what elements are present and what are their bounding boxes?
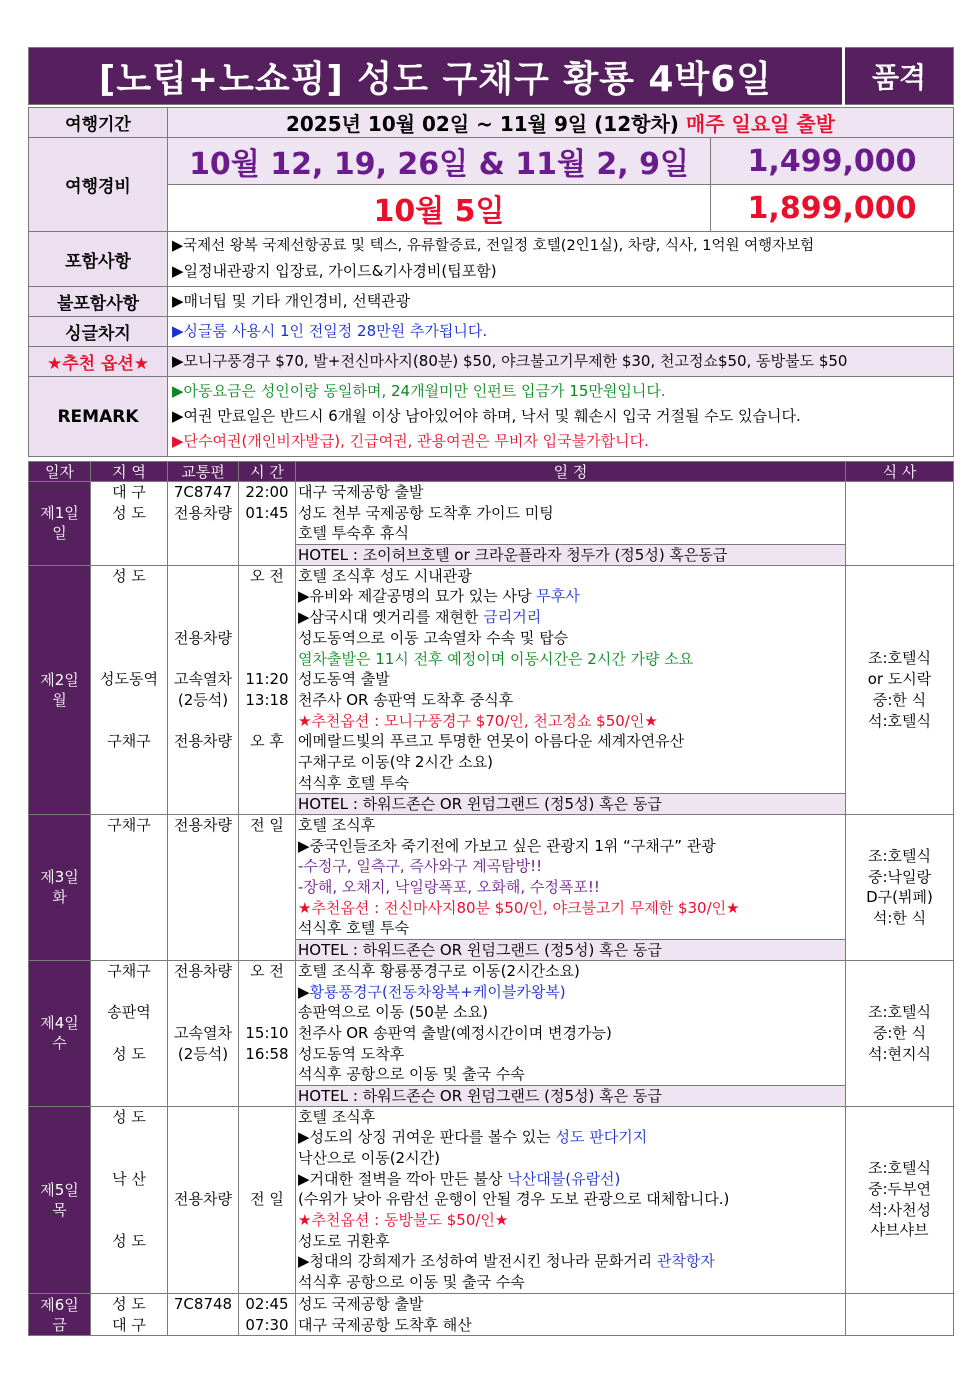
time-text: 02:45 — [245, 1294, 289, 1313]
region-text: 구채구 — [107, 961, 151, 980]
region-text: 성 도 — [112, 1107, 146, 1126]
hotel-line: HOTEL : 하워드존슨 OR 윈덤그랜드 (정5성) 혹은 동급 — [296, 1085, 845, 1106]
itinerary-text: 석식후 공항으로 이동 및 출국 수속 — [298, 1065, 525, 1084]
time-cell — [239, 1293, 296, 1335]
day-label-text: 제3일 — [40, 868, 79, 887]
day-label — [29, 960, 91, 1106]
region-cell — [91, 960, 168, 1106]
time-text — [239, 982, 295, 1003]
transport-text — [168, 649, 238, 670]
day-label-text: 목 — [52, 1200, 67, 1219]
itinerary-text: ★추천옵션 : 모니구풍경구 $70/인, 천고정쇼 $50/인★ — [298, 711, 658, 730]
transport-cell — [168, 1293, 239, 1335]
meal-text: 조:호텔식 — [867, 1159, 931, 1178]
include-text — [168, 232, 954, 287]
itinerary-text: ★추천옵션 : 전신마사지80분 $50/인, 야크불고기 무제한 $30/인★ — [298, 898, 740, 917]
itinerary-line — [298, 1107, 845, 1128]
day-label-text: 금 — [52, 1315, 67, 1334]
time-text: 전 일 — [250, 816, 284, 834]
transport-text — [168, 607, 238, 628]
time-cell — [239, 1106, 296, 1293]
itinerary-cell — [296, 482, 846, 566]
header-transport: 교통편 — [168, 462, 239, 482]
itinerary-text: 성도동역 도착후 — [298, 1044, 405, 1063]
itinerary-cell — [296, 565, 846, 814]
day-row — [29, 960, 954, 1106]
meal-cell — [846, 1106, 954, 1293]
itinerary-line — [298, 482, 845, 503]
region-text: 대 구 — [112, 1315, 146, 1334]
schedule-table — [28, 461, 954, 1336]
transport-text: 전용차량 — [174, 732, 232, 751]
day-label — [29, 565, 91, 814]
region-text: 구채구 — [107, 732, 151, 751]
include-line-1: ▶국제선 왕복 국제선항공료 및 텍스, 유류할증료, 전일정 호텔(2인1실), 차량, 식사, 1억원 여행자보험 — [172, 238, 815, 254]
itinerary-line — [298, 607, 845, 628]
meal-cell — [846, 815, 954, 961]
cost-price-1: 1,499,000 — [711, 138, 954, 185]
itinerary-line — [298, 711, 845, 732]
transport-text: 전용차량 — [174, 1190, 232, 1209]
day-label-text: 제4일 — [40, 1014, 79, 1033]
region-text: 성 도 — [112, 566, 146, 585]
itinerary-line — [298, 523, 845, 544]
itinerary-text: 호텔 조식후 — [298, 1107, 376, 1126]
itinerary-text: 석식후 호텔 투숙 — [298, 919, 409, 938]
region-cell — [91, 1293, 168, 1335]
time-text: 오 전 — [250, 961, 284, 980]
region-text — [91, 649, 167, 670]
transport-text: 전용차량 — [174, 503, 232, 522]
time-text — [239, 628, 295, 649]
region-text: 성도동역 — [100, 670, 158, 689]
region-cell — [91, 1106, 168, 1293]
region-text — [91, 711, 167, 732]
itinerary-line — [298, 961, 845, 982]
header-time: 시 간 — [239, 462, 296, 482]
title-bar — [28, 47, 954, 105]
region-text: 성 도 — [112, 1231, 146, 1250]
itinerary-text: -수정구, 일측구, 즉사와구 계곡탐방!! — [298, 857, 543, 876]
hotel-line: HOTEL : 하워드존슨 OR 윈덤그랜드 (정5성) 혹은 동급 — [296, 939, 845, 960]
time-cell — [239, 815, 296, 961]
itinerary-line — [298, 856, 845, 877]
day-label-text: 제6일 — [40, 1295, 79, 1314]
exclude-text: ▶매너팁 및 기타 개인경비, 선택관광 — [168, 287, 954, 317]
meal-text: 석:사천성 — [867, 1200, 931, 1219]
region-text: 성 도 — [112, 503, 146, 522]
itinerary-text: 열차출발은 11시 전후 예정이며 이동시간은 2시간 가량 소요 — [298, 649, 694, 668]
transport-text: 고속열차 — [174, 670, 232, 689]
day-label-text: 화 — [52, 888, 67, 907]
itinerary-text: 대구 국제공항 도착후 해산 — [298, 1315, 472, 1334]
itinerary-line — [298, 898, 845, 919]
itinerary-line — [298, 1251, 845, 1272]
region-cell — [91, 482, 168, 566]
itinerary-text: 대구 국제공항 출발 — [298, 483, 424, 501]
transport-cell — [168, 815, 239, 961]
itinerary-line — [298, 773, 845, 794]
transport-text — [168, 711, 238, 732]
day-label-text: 제2일 — [40, 670, 79, 689]
meal-text: D구(뷔페) — [866, 888, 933, 907]
time-text — [239, 1148, 295, 1169]
itinerary-text: 천주사 OR 송판역 도착후 중식후 — [298, 690, 514, 709]
itinerary-line — [298, 586, 845, 607]
exclude-label: 불포함사항 — [29, 287, 168, 317]
meal-text: or 도시락 — [867, 670, 932, 689]
period-cell — [168, 108, 954, 138]
meal-text: 조:호텔식 — [867, 1003, 931, 1022]
cost-dates-1: 10월 12, 19, 26일 & 11월 2, 9일 — [168, 138, 711, 185]
transport-text — [168, 982, 238, 1003]
itinerary-text: 호텔 투숙후 휴식 — [298, 524, 409, 543]
itinerary-text: 낙산으로 이동(2시간) — [298, 1149, 440, 1167]
itinerary-line — [298, 752, 845, 773]
itinerary-line — [298, 690, 845, 711]
itinerary-text: ★추천옵션 : 동방불도 $50/인★ — [298, 1211, 509, 1230]
transport-cell — [168, 1106, 239, 1293]
itinerary-line — [298, 1044, 845, 1065]
transport-text — [168, 586, 238, 607]
itinerary-text: (수위가 낮아 유람선 운행이 안될 경우 도보 관광으로 대체합니다.) — [298, 1190, 730, 1209]
region-text: 낙 산 — [112, 1169, 146, 1188]
itinerary-line — [298, 1002, 845, 1023]
itinerary-line — [298, 1272, 845, 1293]
itinerary-highlight: 성도 판다기지 — [555, 1128, 648, 1147]
meal-text: 샤브샤브 — [870, 1221, 929, 1240]
transport-text — [168, 1002, 238, 1023]
include-line-2: ▶일정내관광지 입장료, 가이드&기사경비(팁포함) — [172, 262, 497, 280]
region-text — [91, 982, 167, 1003]
itinerary-text: 호텔 조식후 황룡풍경구로 이동(2시간소요) — [298, 961, 580, 980]
remark-line-1: ▶아동요금은 성인이랑 동일하며, 24개월미만 인펀트 입금가 15만원입니다. — [172, 382, 666, 400]
region-text — [91, 1210, 167, 1231]
meal-text: 조:호텔식 — [867, 649, 931, 668]
day-row — [29, 565, 954, 814]
region-cell — [91, 565, 168, 814]
region-text: 성 도 — [112, 1294, 146, 1313]
header-region: 지 역 — [91, 462, 168, 482]
itinerary-line — [298, 815, 845, 836]
region-text: 대 구 — [112, 483, 146, 501]
day-row — [29, 1293, 954, 1335]
itinerary-cell — [296, 1293, 846, 1335]
itinerary-text: 석식후 호텔 투숙 — [298, 773, 409, 792]
itinerary-line — [298, 836, 845, 857]
itinerary-text: 석식후 공항으로 이동 및 출국 수속 — [298, 1273, 525, 1292]
time-text: 11:20 — [245, 670, 289, 689]
day-row — [29, 815, 954, 961]
itinerary-line — [298, 1148, 845, 1169]
hotel-line: HOTEL : 조이허브호텔 or 크라운플라자 청두가 (정5성) 혹은동급 — [296, 544, 845, 565]
region-text — [91, 690, 167, 711]
meal-text: 석:현지식 — [867, 1044, 931, 1063]
meal-text: 중:두부연 — [867, 1180, 931, 1199]
hotel-line: HOTEL : 하워드존슨 OR 윈덤그랜드 (정5성) 혹은 동급 — [296, 793, 845, 814]
itinerary-line — [298, 982, 845, 1003]
brochure — [28, 47, 953, 1336]
transport-text: (2등석) — [177, 1044, 229, 1063]
time-text — [239, 586, 295, 607]
itinerary-cell — [296, 1106, 846, 1293]
day-label — [29, 815, 91, 961]
itinerary-highlight: 금리거리 — [483, 608, 542, 627]
transport-text: 전용차량 — [174, 816, 232, 834]
day-label-text: 제5일 — [40, 1180, 79, 1199]
time-text — [239, 649, 295, 670]
itinerary-line — [298, 1169, 845, 1190]
itinerary-text: ▶성도의 상징 귀여운 판다를 볼수 있는 — [298, 1128, 556, 1147]
transport-text — [168, 1107, 238, 1128]
meal-text: 중:한 식 — [872, 1023, 927, 1042]
region-text — [91, 1023, 167, 1044]
remark-line-2: ▶여권 만료일은 반드시 6개월 이상 남아있어야 하며, 낙서 및 훼손시 입국 거절될 수도 있습니다. — [172, 407, 801, 425]
transport-text — [168, 1169, 238, 1190]
meal-cell — [846, 1293, 954, 1335]
transport-cell — [168, 960, 239, 1106]
meal-text: 석:한 식 — [872, 909, 927, 928]
region-text: 구채구 — [107, 816, 151, 834]
include-label: 포함사항 — [29, 232, 168, 287]
time-text — [239, 1002, 295, 1023]
itinerary-text: -장해, 오채지, 낙일랑폭포, 오화해, 수정폭포!! — [298, 878, 600, 897]
region-text — [91, 1148, 167, 1169]
transport-text: 고속열차 — [174, 1023, 232, 1042]
transport-text: 7C8747 — [173, 483, 233, 501]
header-day: 일자 — [29, 462, 91, 482]
meal-text: 조:호텔식 — [867, 847, 931, 865]
transport-text: (2등석) — [177, 690, 229, 709]
itinerary-text: 천주사 OR 송판역 출발(예정시간이며 변경가능) — [298, 1023, 612, 1042]
itinerary-highlight: 낙산대불(유람선) — [507, 1169, 621, 1188]
schedule-header — [29, 462, 954, 482]
itinerary-text: ▶거대한 절벽을 깍아 만든 불상 — [298, 1169, 508, 1188]
day-row — [29, 482, 954, 566]
time-text — [239, 1107, 295, 1128]
time-text: 16:58 — [245, 1044, 289, 1063]
region-text: 송판역 — [107, 1003, 151, 1022]
itinerary-text: 호텔 조식후 — [298, 816, 376, 834]
itinerary-text: 성도 천부 국제공항 도착후 가이드 미팅 — [298, 503, 554, 522]
info-table — [28, 107, 954, 457]
itinerary-cell — [296, 815, 846, 961]
itinerary-text: 성도동역으로 이동 고속열차 수속 및 탑승 — [298, 628, 569, 647]
cost-label: 여행경비 — [29, 138, 168, 232]
time-text: 전 일 — [250, 1190, 284, 1209]
period-label: 여행기간 — [29, 108, 168, 138]
itinerary-text: 송판역으로 이동 (50분 소요) — [298, 1003, 488, 1022]
transport-cell — [168, 565, 239, 814]
header-itinerary: 일 정 — [296, 462, 846, 482]
transport-text: 7C8748 — [173, 1294, 233, 1313]
time-text: 22:00 — [245, 483, 289, 501]
time-cell — [239, 482, 296, 566]
itinerary-line — [298, 649, 845, 670]
remark-label: REMARK — [29, 377, 168, 457]
transport-cell — [168, 482, 239, 566]
itinerary-text: 구채구로 이동(약 2시간 소요) — [298, 752, 493, 771]
itinerary-line — [298, 1210, 845, 1231]
itinerary-text: ▶ — [298, 982, 310, 1001]
cost-price-2: 1,899,000 — [711, 185, 954, 232]
region-text — [91, 607, 167, 628]
transport-text — [168, 1315, 238, 1336]
cost-dates-2: 10월 5일 — [168, 185, 711, 232]
header-meal: 식 사 — [846, 462, 954, 482]
page-title: [노팁+노쇼핑] 성도 구채구 황룡 4박6일 — [29, 48, 844, 105]
itinerary-text: 성도로 귀환후 — [298, 1231, 390, 1250]
region-text: 성 도 — [112, 1044, 146, 1063]
time-text: 01:45 — [245, 503, 289, 522]
day-label — [29, 1106, 91, 1293]
itinerary-text: ▶중국인들조차 죽기전에 가보고 싶은 관광지 1위 “구채구” 관광 — [298, 836, 716, 855]
itinerary-line — [298, 1127, 845, 1148]
day-label — [29, 482, 91, 566]
itinerary-highlight: 무후사 — [536, 587, 580, 606]
time-text — [239, 607, 295, 628]
itinerary-text: 성도 국제공항 출발 — [298, 1294, 424, 1313]
itinerary-line — [298, 669, 845, 690]
itinerary-line — [298, 566, 845, 587]
itinerary-text: 성도동역 출발 — [298, 670, 390, 689]
itinerary-line — [298, 731, 845, 752]
itinerary-line — [298, 628, 845, 649]
itinerary-line — [298, 1023, 845, 1044]
itinerary-line — [298, 1231, 845, 1252]
meal-text: 석:호텔식 — [867, 711, 931, 730]
itinerary-line — [298, 1315, 845, 1336]
region-text — [91, 586, 167, 607]
time-cell — [239, 960, 296, 1106]
meal-cell — [846, 482, 954, 566]
day-label-text: 월 — [52, 690, 67, 709]
region-text — [91, 1127, 167, 1148]
itinerary-text: ▶청대의 강희제가 조성하여 발전시킨 청나라 문화거리 — [298, 1252, 657, 1271]
day-label-text: 제1일 — [40, 504, 79, 523]
itinerary-cell — [296, 960, 846, 1106]
period-weekly: 매주 일요일 출발 — [685, 112, 836, 136]
transport-text — [168, 1127, 238, 1148]
day-label-text: 수 — [52, 1034, 67, 1053]
transport-text: 전용차량 — [174, 961, 232, 980]
itinerary-line — [298, 877, 845, 898]
region-text — [91, 1189, 167, 1210]
period-text: 2025년 10월 02일 ~ 11월 9일 (12항차) — [285, 112, 679, 136]
itinerary-text: ▶유비와 제갈공명의 묘가 있는 사당 — [298, 587, 537, 606]
itinerary-highlight: 황룡풍경구(전동차왕복+케이블카왕복) — [309, 982, 566, 1001]
time-text: 15:10 — [245, 1023, 289, 1042]
meal-cell — [846, 565, 954, 814]
option-text: ▶모니구풍경구 $70, 발+전신마사지(80분) $50, 야크불고기무제한 $30, 천고정쇼$50, 동방불도 $50 — [168, 347, 954, 377]
itinerary-text: 호텔 조식후 성도 시내관광 — [298, 566, 472, 585]
transport-text — [168, 1148, 238, 1169]
itinerary-text: ▶삼국시대 옛거리를 재현한 — [298, 608, 484, 627]
itinerary-line — [298, 1189, 845, 1210]
transport-text: 전용차량 — [174, 628, 232, 647]
day-label-text: 일 — [52, 524, 67, 543]
time-text: 오 전 — [250, 566, 284, 585]
time-text — [239, 711, 295, 732]
itinerary-text: 에메랄드빛의 푸르고 투명한 연못이 아름다운 세계자연유산 — [298, 732, 685, 751]
single-text: ▶싱글룸 사용시 1인 전일정 28만원 추가됩니다. — [168, 317, 954, 347]
remark-line-3: ▶단수여권(개인비자발급), 긴급여권, 관용여권은 무비자 입국불가합니다. — [172, 432, 649, 450]
time-text — [239, 1127, 295, 1148]
meal-cell — [846, 960, 954, 1106]
itinerary-line — [298, 1064, 845, 1085]
time-text: 오 후 — [250, 732, 284, 751]
transport-text — [168, 566, 238, 587]
meal-text: 중:한 식 — [872, 690, 927, 709]
option-label: ★추천 옵션★ — [29, 347, 168, 377]
time-text: 07:30 — [245, 1315, 289, 1334]
region-text — [91, 628, 167, 649]
day-row — [29, 1106, 954, 1293]
time-cell — [239, 565, 296, 814]
itinerary-line — [298, 918, 845, 939]
time-text: 13:18 — [245, 690, 289, 709]
day-label — [29, 1293, 91, 1335]
single-label: 싱글차지 — [29, 317, 168, 347]
remark-text — [168, 377, 954, 457]
grade-label: 품격 — [844, 48, 954, 105]
time-text — [239, 1169, 295, 1190]
itinerary-line — [298, 503, 845, 524]
itinerary-highlight: 관착항자 — [656, 1252, 715, 1271]
meal-text: 중:낙일랑 — [867, 867, 931, 886]
region-cell — [91, 815, 168, 961]
itinerary-line — [298, 1294, 845, 1315]
